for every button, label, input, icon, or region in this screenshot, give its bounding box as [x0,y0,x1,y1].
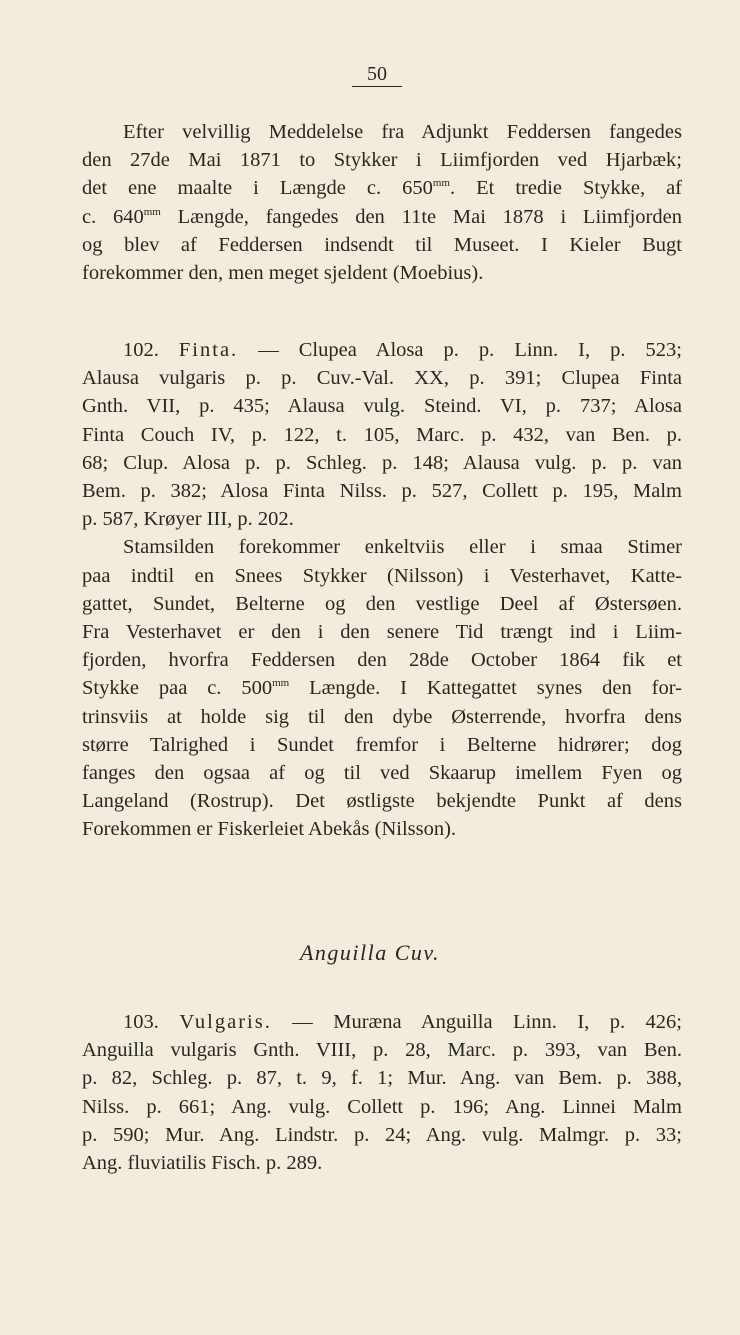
text-line: Gnth. VII, p. 435; Alausa vulg. Steind. VI, p. 737; Alosa [82,395,682,418]
text-line: 68; Clup. Alosa p. p. Schleg. p. 148; Alausa vulg. p. p. van [82,451,682,474]
text-line: Finta Couch IV, p. 122, t. 105, Marc. p. 432, van Ben. p. [82,423,682,446]
intro-paragraph [82,118,682,287]
text-line: paa indtil en Snees Stykker (Nilsson) i Vesterhavet, Katte- [82,564,682,587]
text-line: Stykke paa c. $500^{mm}$ Længde. I Kattegattet synes den for- [82,677,682,700]
text-line: det ene maalte i Længde c. $650^{mm}$. Et tredie Stykke, af [82,177,682,200]
text-line: fjorden, hvorfra Feddersen den 28de October 1864 fik et [82,649,682,672]
text-line: Ang. fluviatilis Fisch. p. 289. [82,1152,323,1175]
text-line: den 27de Mai 1871 to Stykker i Liimfjorden ved Hjarbæk; [82,149,682,172]
text-line: fanges den ogsaa af og til ved Skaarup imellem Fyen og [82,762,682,785]
species-name: Vulgaris. [179,1011,272,1033]
text-line: gattet, Sundet, Belterne og den vestlige Deel af Østersøen. [82,592,682,615]
text-line: forekommer den, men meget sjeldent (Moebius). [82,262,484,285]
entry-102 [82,336,682,844]
text-line: Efter velvillig Meddelelse fra Adjunkt Feddersen fangedes [123,121,682,143]
text-line: Anguilla vulgaris Gnth. VIII, p. 28, Marc. p. 393, van Ben. [82,1039,682,1062]
page-number: 50 [352,62,402,87]
text-line: Langeland (Rostrup). Det østligste bekjendte Punkt af dens [82,790,682,813]
text-line: Forekommen er Fiskerleiet Abekås (Nilsson). [82,818,457,841]
entry-number: 103. [123,1011,159,1033]
text-line: Stamsilden forekommer enkeltviis eller i smaa Stimer [123,536,682,559]
text-line: p. 82, Schleg. p. 87, t. 9, f. 1; Mur. Ang. van Bem. p. 388, [82,1067,682,1090]
entry-number: 102. [123,339,159,361]
text-line: større Talrighed i Sundet fremfor i Belterne hidrører; dog [82,733,682,756]
text-line: Alausa vulgaris p. p. Cuv.-Val. XX, p. 391; Clupea Finta [82,367,682,390]
species-name: Finta. [178,339,239,361]
text-line: og blev af Feddersen indsendt til Museet. I Kieler Bugt [82,233,682,256]
text-line: trinsviis at holde sig til den dybe Østerrende, hvorfra dens [82,705,682,728]
entry-heading-line: 103. Vulgaris. — Muræna Anguilla Linn. I, p. 426; [123,1011,682,1033]
genus-heading: Anguilla Cuv. [299,940,441,965]
text-line: c. $640^{mm}$ Længde, fangedes den 11te Mai 1878 i Liimfjorden [82,205,682,228]
text-line: p. 587, Krøyer III, p. 202. [82,508,294,531]
entry-103 [82,1008,682,1177]
entry-heading-line: 102. Finta. — Clupea Alosa p. p. Linn. I, p. 523; [123,339,682,361]
text-line: Bem. p. 382; Alosa Finta Nilss. p. 527, Collett p. 195, Malm [82,480,682,503]
text-line: p. 590; Mur. Ang. Lindstr. p. 24; Ang. vulg. Malmgr. p. 33; [82,1123,682,1146]
text-line: Fra Vesterhavet er den i den senere Tid trængt ind i Liim- [82,621,682,644]
text-line: Nilss. p. 661; Ang. vulg. Collett p. 196; Ang. Linnei Malm [82,1095,682,1118]
